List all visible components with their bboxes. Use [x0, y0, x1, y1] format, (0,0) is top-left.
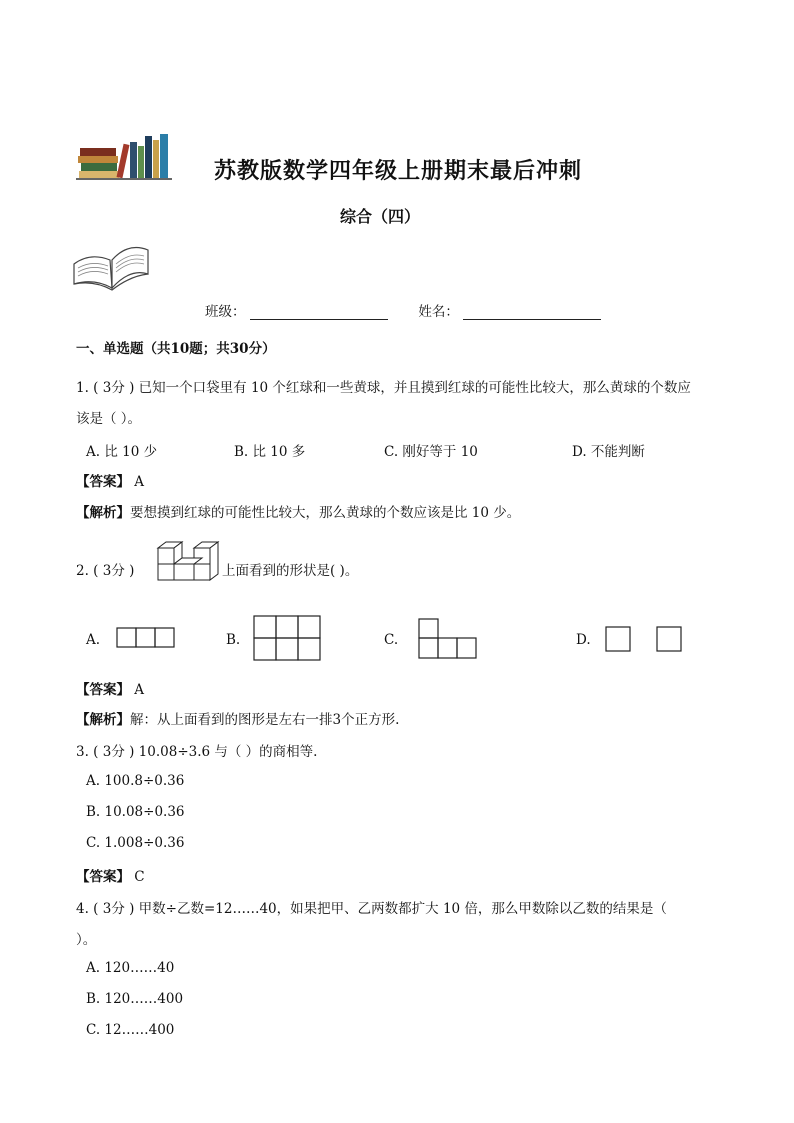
q3-option-b[interactable]: B. 10.08÷0.36	[86, 804, 185, 820]
open-book-icon	[70, 234, 152, 292]
q3-stem: 3. ( 3分 ) 10.08÷3.6 与（ ）的商相等.	[76, 744, 318, 760]
q2-option-c[interactable]: C.	[384, 632, 399, 648]
q1-option-c[interactable]: C. 刚好等于 10	[384, 444, 478, 460]
q1-stem-line1: 1. ( 3分 ) 已知一个口袋里有 10 个红球和一些黄球，并且摸到红球的可能性比较大，那么黄球的个数应	[76, 380, 691, 396]
q2-option-b[interactable]: B.	[226, 632, 241, 648]
q2-option-b-shape	[253, 615, 323, 663]
q2-analysis	[76, 708, 399, 728]
books-stack-icon	[76, 130, 176, 182]
q1-option-b[interactable]: B. 比 10 多	[234, 444, 306, 460]
q1-analysis	[76, 501, 520, 521]
q4-option-a[interactable]: A. 120……40	[86, 960, 175, 976]
q3-option-c[interactable]: C. 1.008÷0.36	[86, 835, 185, 851]
q2-option-a-shape	[116, 627, 178, 649]
section-heading: 一、单选题（共10题；共30分）	[76, 341, 276, 357]
q3-option-a[interactable]: A. 100.8÷0.36	[86, 773, 185, 789]
q1-option-d[interactable]: D. 不能判断	[572, 444, 645, 460]
q1-answer	[76, 470, 144, 490]
page-subtitle: 综合（四）	[340, 207, 421, 226]
q2-option-d[interactable]: D.	[576, 632, 591, 648]
class-label: 班级：	[205, 304, 246, 320]
name-label: 姓名：	[418, 304, 459, 320]
q3-answer	[76, 865, 145, 885]
q4-option-b[interactable]: B. 120……400	[86, 991, 184, 1007]
q1-answer-value: A	[134, 474, 145, 490]
q2-option-d-shape	[605, 626, 685, 654]
q1-answer-label: 【答案】	[76, 474, 130, 490]
q2-answer-value: A	[134, 682, 145, 698]
q1-stem-line2: 该是（ ）。	[76, 411, 142, 427]
q2-option-c-shape	[418, 618, 480, 662]
q3-answer-label: 【答案】	[76, 869, 130, 885]
class-field[interactable]	[250, 305, 388, 320]
q2-stem-suffix: 上面看到的形状是( )。	[222, 563, 359, 579]
q2-stem-prefix: 2. ( 3分 )	[76, 563, 135, 579]
q1-option-a[interactable]: A. 比 10 少	[86, 444, 158, 460]
q3-answer-value: C	[134, 869, 145, 885]
q1-analysis-label: 【解析】	[76, 505, 130, 521]
q2-answer	[76, 678, 144, 698]
q2-answer-label: 【答案】	[76, 682, 130, 698]
name-field[interactable]	[463, 305, 601, 320]
q4-stem-line1: 4. ( 3分 ) 甲数÷乙数=12……40，如果把甲、乙两数都扩大 10 倍，那么甲数除以乙数的结果是（	[76, 901, 667, 917]
class-name-row	[205, 300, 601, 320]
page-title: 苏教版数学四年级上册期末最后冲刺	[214, 158, 583, 184]
q1-analysis-text: 要想摸到红球的可能性比较大，那么黄球的个数应该是比 10 少。	[130, 505, 521, 521]
q4-stem-line2: ）。	[76, 932, 97, 948]
q2-option-a[interactable]: A.	[86, 632, 101, 648]
q4-option-c[interactable]: C. 12……400	[86, 1022, 175, 1038]
q2-cube-figure	[148, 540, 220, 592]
q2-analysis-label: 【解析】	[76, 712, 130, 728]
q2-analysis-text: 解：从上面看到的图形是左右一排3个正方形.	[130, 712, 400, 728]
